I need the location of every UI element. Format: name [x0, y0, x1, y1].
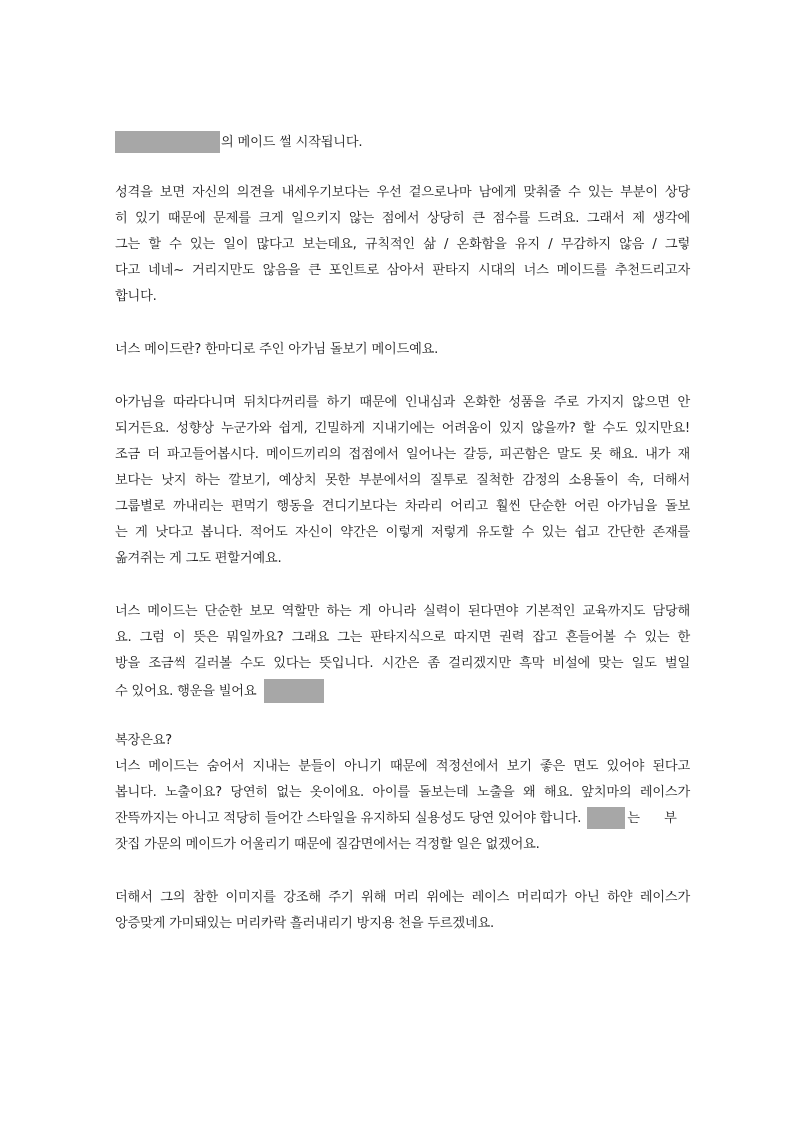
paragraph-line: [115, 807, 690, 829]
paragraph-line: 다고 네네~ 거리지만도 않음을 큰 포인트로 삼아서 판타지 시대의 너스 메이드를 추천드리고자: [115, 263, 690, 278]
paragraph-text: 잔뜩까지는 아니고 적당히 들어간 스타일을 유지하되 실용성도 당연 있어야 합니다.: [115, 811, 582, 826]
redacted-text: [587, 807, 625, 829]
paragraph-line: 너스 메이드는 숨어서 지내는 분들이 아니기 때문에 적정선에서 보기 좋은 면도 있어야 된다고: [115, 759, 690, 774]
paragraph-line: 조금 더 파고들어봅시다. 메이드끼리의 접점에서 일어나는 갈등, 피곤함은 말도 못 해요. 내가 재: [115, 447, 690, 462]
paragraph-line: 방을 조금씩 길러볼 수도 있다는 뜻입니다. 시간은 좀 걸리겠지만 흑막 비설에 맞는 일도 벌일: [115, 656, 690, 671]
paragraph-line: 성격을 보면 자신의 의견을 내세우기보다는 우선 겉으로나마 남에게 맞춰줄 수 있는 부분이 상당: [115, 185, 690, 200]
paragraph-line: 그는 할 수 있는 일이 많다고 보는데요, 규칙적인 삶 / 온화함을 유지 / 무감하지 않음 / 그렇: [115, 237, 690, 252]
paragraph-line: 히 있기 때문에 문제를 크게 일으키지 않는 점에서 상당히 큰 점수를 드려요. 그래서 제 생각에: [115, 211, 690, 226]
paragraph-line: 되거든요. 성향상 누군가와 쉽게, 긴밀하게 지내기에는 어려움이 있지 않을까? 할 수도 있지만요!: [115, 421, 690, 436]
title-line: [115, 131, 690, 153]
title-text: 의 메이드 썰 시작됩니다.: [221, 135, 363, 150]
paragraph-line: 앙증맞게 가미돼있는 머리카락 흘러내리기 방지용 천을 두르겠네요.: [115, 916, 495, 931]
paragraph-line: 너스 메이드는 단순한 보모 역할만 하는 게 아니라 실력이 된다면야 기본적인 교육까지도 담당해: [115, 604, 690, 619]
redacted-text: [264, 679, 324, 703]
paragraph-line: 더해서 그의 참한 이미지를 강조해 주기 위해 머리 위에는 레이스 머리띠가 아닌 하얀 레이스가: [115, 890, 690, 905]
paragraph-line: 아가님을 따라다니며 뒤치다꺼리를 하기 때문에 인내심과 온화한 성품을 주로 가지지 않으면 안: [115, 395, 690, 410]
paragraph-line: 그룹별로 까내리는 편먹기 행동을 견디기보다는 차라리 어리고 훨씬 단순한 어린 아가님을 돌보: [115, 499, 690, 514]
paragraph-text: 는 부: [627, 811, 687, 826]
paragraph-line: 요. 그럼 이 뜻은 뭐일까요? 그래요 그는 판타지식으로 따지면 권력 잡고 흔들어볼 수 있는 한: [115, 630, 690, 645]
paragraph-line: 합니다.: [115, 289, 157, 304]
paragraph-line: 는 게 낫다고 봅니다. 적어도 자신이 약간은 이렇게 저렇게 유도할 수 있는 쉽고 간단한 존재를: [115, 525, 690, 540]
paragraph-line: 잣집 가문의 메이드가 어울리기 때문에 질감면에서는 걱정할 일은 없겠어요.: [115, 837, 540, 852]
paragraph-line: 옮겨쥐는 게 그도 편할거예요.: [115, 551, 282, 566]
paragraph-line: 봅니다. 노출이요? 당연히 없는 옷이에요. 아이를 돌보는데 노출을 왜 해요. 앞치마의 레이스가: [115, 785, 690, 800]
paragraph-line: 너스 메이드란? 한마디로 주인 아가님 돌보기 메이드예요.: [115, 342, 439, 357]
paragraph-line: 보다는 낫지 하는 깔보기, 예상치 못한 부분에서의 질투로 질척한 감정의 소용돌이 속, 더해서: [115, 473, 690, 488]
paragraph-text: 수 있어요. 행운을 빌어요: [115, 684, 257, 699]
redacted-name: [115, 131, 220, 153]
section-heading: 복장은요?: [115, 733, 172, 748]
paragraph-line: [115, 679, 690, 703]
